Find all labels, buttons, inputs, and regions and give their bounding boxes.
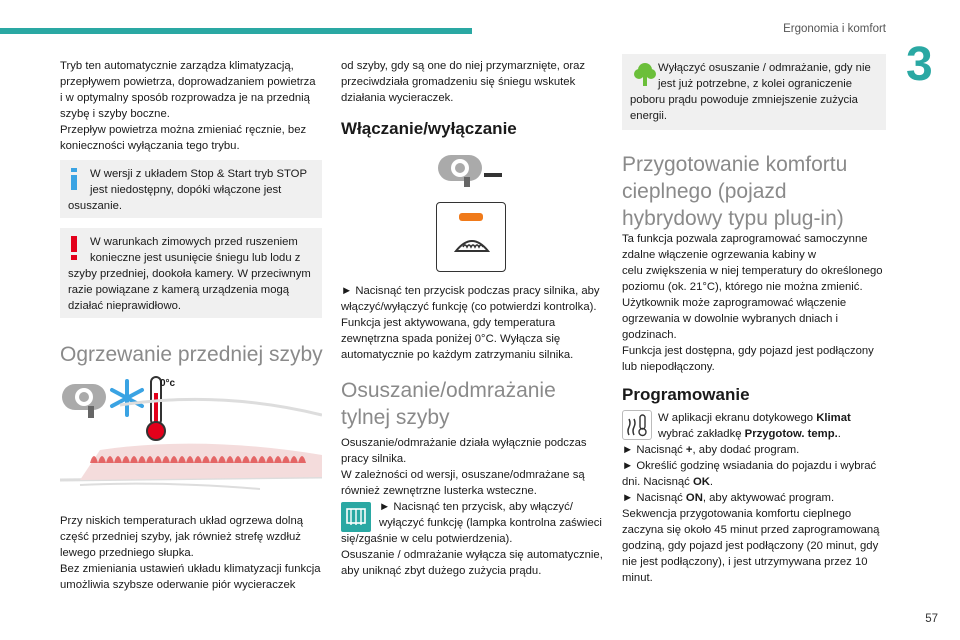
warning-note: W warunkach zimowych przed ruszeniem konieczne jest usunięcie śniegu lub lodu z szyby przedniej, dookoła kamery. W przeciwnym razie powiązane z kamerą urządzenia mogą działać nieprawidłowo. [60,228,322,318]
rear-button-instruction: ► Nacisnąć ten przycisk, aby włączyć/ wyłączyć funkcję (lampka kontrolna zaświeci się/zgaśnie w celu potwierdzenia). [341,501,602,545]
eco-note: Wyłączyć osuszanie / odmrażanie, gdy nie jest już potrzebne, z kolei ograniczenie poboru prądu powoduje zmniejszenie zużycia energii. [622,54,886,130]
rear-auto-off: Osuszanie / odmrażanie wyłącza się automatycznie, aby uniknąć zbyt dużego zużycia prądu. [341,549,603,577]
heading-thermal-comfort: Przygotowanie komfortu cieplnego (pojazd hybrydowy typu plug-in) [622,153,848,230]
eco-tree-icon [634,62,656,86]
thermal-comfort-description: Ta funkcja pozwala zaprogramować samoczynne zdalne włączenie ogrzewania kabiny w celu zwiększenia w niej temperatury do określonego poziomu (ok. 21°C), którego nie można zmienić. Użytkownik może zaprogramować włączenie ogrzewania w dowolnie wybranych dniach i godzinach. Funkcja jest dostępna, gdy pojazd jest podłączony lub niepodłączony. [622,233,883,373]
continuation-paragraph: od szyby, gdy są one do niej przymarznięte, oraz przeciwdziała gromadzeniu się śniegu wskutek działania wycieraczek. [341,60,586,104]
section-title: Ergonomia i komfort [783,23,886,35]
temperature-label: 0°c [160,378,176,389]
heading-front-heating: Ogrzewanie przedniej szyby [60,343,323,366]
warning-icon [70,236,78,260]
info-icon [70,168,78,190]
on-off-description: ► Nacisnąć ten przycisk podczas pracy silnika, aby włączyć/wyłączyć funkcję (co potwierdzi kontrolka). Funkcja jest aktywowana, gdy temperatura zewnętrzna spada poniżej 0°C. Wyłącza się automatycznie po każdym zatrzymaniu silnika. [341,285,600,361]
steering-wheel-icon [436,153,506,189]
front-heating-button[interactable] [436,202,506,272]
intro-paragraph: Tryb ten automatycznie zarządza klimatyzacją, przepływem powietrza, doprowadzaniem powietrza i w optymalny sposób rozprowadza je na przednią szybę i szyby boczne. Przepływ powietrza można zmieniać ręcznie, bez konieczności wyłączania tego trybu. [60,60,316,152]
header-accent-bar [0,28,472,34]
rear-defrost-description: Osuszanie/odmrażanie działa wyłącznie podczas pracy silnika. W zależności od wersji, osuszane/odmrażane są również zewnętrzne lusterka wsteczne. [341,437,587,497]
heading-programming: Programowanie [622,385,750,404]
climate-app-icon [622,410,652,440]
page-number: 57 [925,613,938,625]
windshield-heating-illustration [60,385,322,500]
programming-steps: ► Nacisnąć +, aby dodać program. ► Określić godzinę wsiadania do pojazdu i wybrać dni. Nacisnąć OK. ► Nacisnąć ON, aby aktywować program. Sekwencja przygotowania komfortu cieplnego zaczyna się około 45 minut przed zaprogramowaną godziną, gdy pojazd jest podłączony (20 minut, gdy nie jest podłączony), i jest utrzymywana przez 10 minut. [622,444,880,584]
info-note: W wersji z układem Stop & Start tryb STOP jest niedostępny, dopóki włączone jest osuszanie. [60,160,322,218]
programming-app-instruction: W aplikacji ekranu dotykowego Klimat wybrać zakładkę Przygotow. temp.. [658,412,851,440]
indicator-lamp [459,213,483,221]
heading-on-off: Włączanie/wyłączanie [341,119,517,138]
front-heating-description: Przy niskich temperaturach układ ogrzewa dolną część przedniej szyby, jak również strefę wzdłuż lewego przedniego słupka. Bez zmieniania ustawień układu klimatyzacji funkcja umożliwia szybsze oderwanie piór wycieraczek [60,515,321,591]
heading-rear-defrost: Osuszanie/odmrażanie tylnej szyby [341,379,556,429]
chapter-number: 3 [906,38,933,91]
windshield-heat-icon [453,233,491,255]
